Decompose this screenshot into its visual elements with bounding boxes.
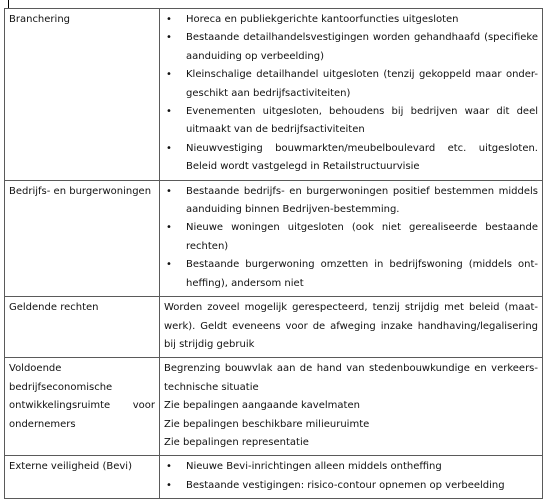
content-line: Zie bepalingen representatie: [164, 436, 309, 448]
policy-table: [4, 8, 543, 499]
row-content: [160, 456, 543, 499]
content-line: Begrenzing bouwvlak aan de hand van stedenbouwkundige en verkeers-technische situatie: [164, 363, 538, 393]
list-item: • Kleinschalige detailhandel uitgesloten (tenzij gekoppeld maar onder-geschikt aan bedrijfsactiviteiten): [164, 66, 538, 103]
content-line: Zie bepalingen aangaande kavelmaten: [164, 400, 360, 412]
table-row: [5, 456, 543, 499]
row-content: Worden zoveel mogelijk gerespecteerd, tenzij strijdig met beleid (maat-werk). Geldt eveneens voor de afweging inzake handhaving/legalisering bij strijdig gebruik: [160, 297, 543, 358]
list-item: • Nieuwe Bevi-inrichtingen alleen middels ontheffing: [164, 458, 538, 476]
list-item: • Bestaande detailhandelsvestigingen worden gehandhaafd (specifieke aanduiding op verbeelding): [164, 29, 538, 66]
bullet-list: [164, 458, 538, 495]
table-row: [5, 358, 543, 456]
list-item: • Bestaande bedrijfs- en burgerwoningen positief bestemmen middels aanduiding binnen Bedrijven-bestemming.: [164, 183, 538, 220]
list-item: • Nieuwe woningen uitgesloten (ook niet gerealiseerde bestaande rechten): [164, 219, 538, 256]
row-label: Geldende rechten: [5, 297, 160, 358]
bullet-list: [164, 183, 538, 293]
row-label: Externe veiligheid (Bevi): [5, 456, 160, 499]
row-content: [160, 9, 543, 181]
row-content: [160, 180, 543, 296]
row-label: Bedrijfs- en burgerwoningen: [5, 180, 160, 296]
row-content: [160, 358, 543, 456]
list-item: • Bestaande vestigingen: risico-contour opnemen op verbeelding: [164, 477, 538, 495]
list-item: • Evenementen uitgesloten, behoudens bij bedrijven waar dit deel uitmaakt van de bedrijfsactiviteiten: [164, 103, 538, 140]
list-item: • Horeca en publiekgerichte kantoorfuncties uitgesloten: [164, 11, 538, 29]
list-item: • Bestaande burgerwoning omzetten in bedrijfswoning (middels ont-heffing), andersom niet: [164, 256, 538, 293]
content-line: Zie bepalingen beschikbare milieuruimte: [164, 418, 370, 430]
row-label: Branchering: [5, 9, 160, 181]
table-row: [5, 297, 543, 358]
bullet-list: [164, 11, 538, 177]
table-row: [5, 180, 543, 296]
table-row: [5, 9, 543, 181]
row-label: Voldoende bedrijfseconomische ontwikkelingsruimte voor ondernemers: [5, 358, 160, 456]
list-item: • Nieuwvestiging bouwmarkten/meubelboulevard etc. uitgesloten. Beleid wordt vastgelegd in Retailstructuurvisie: [164, 140, 538, 177]
